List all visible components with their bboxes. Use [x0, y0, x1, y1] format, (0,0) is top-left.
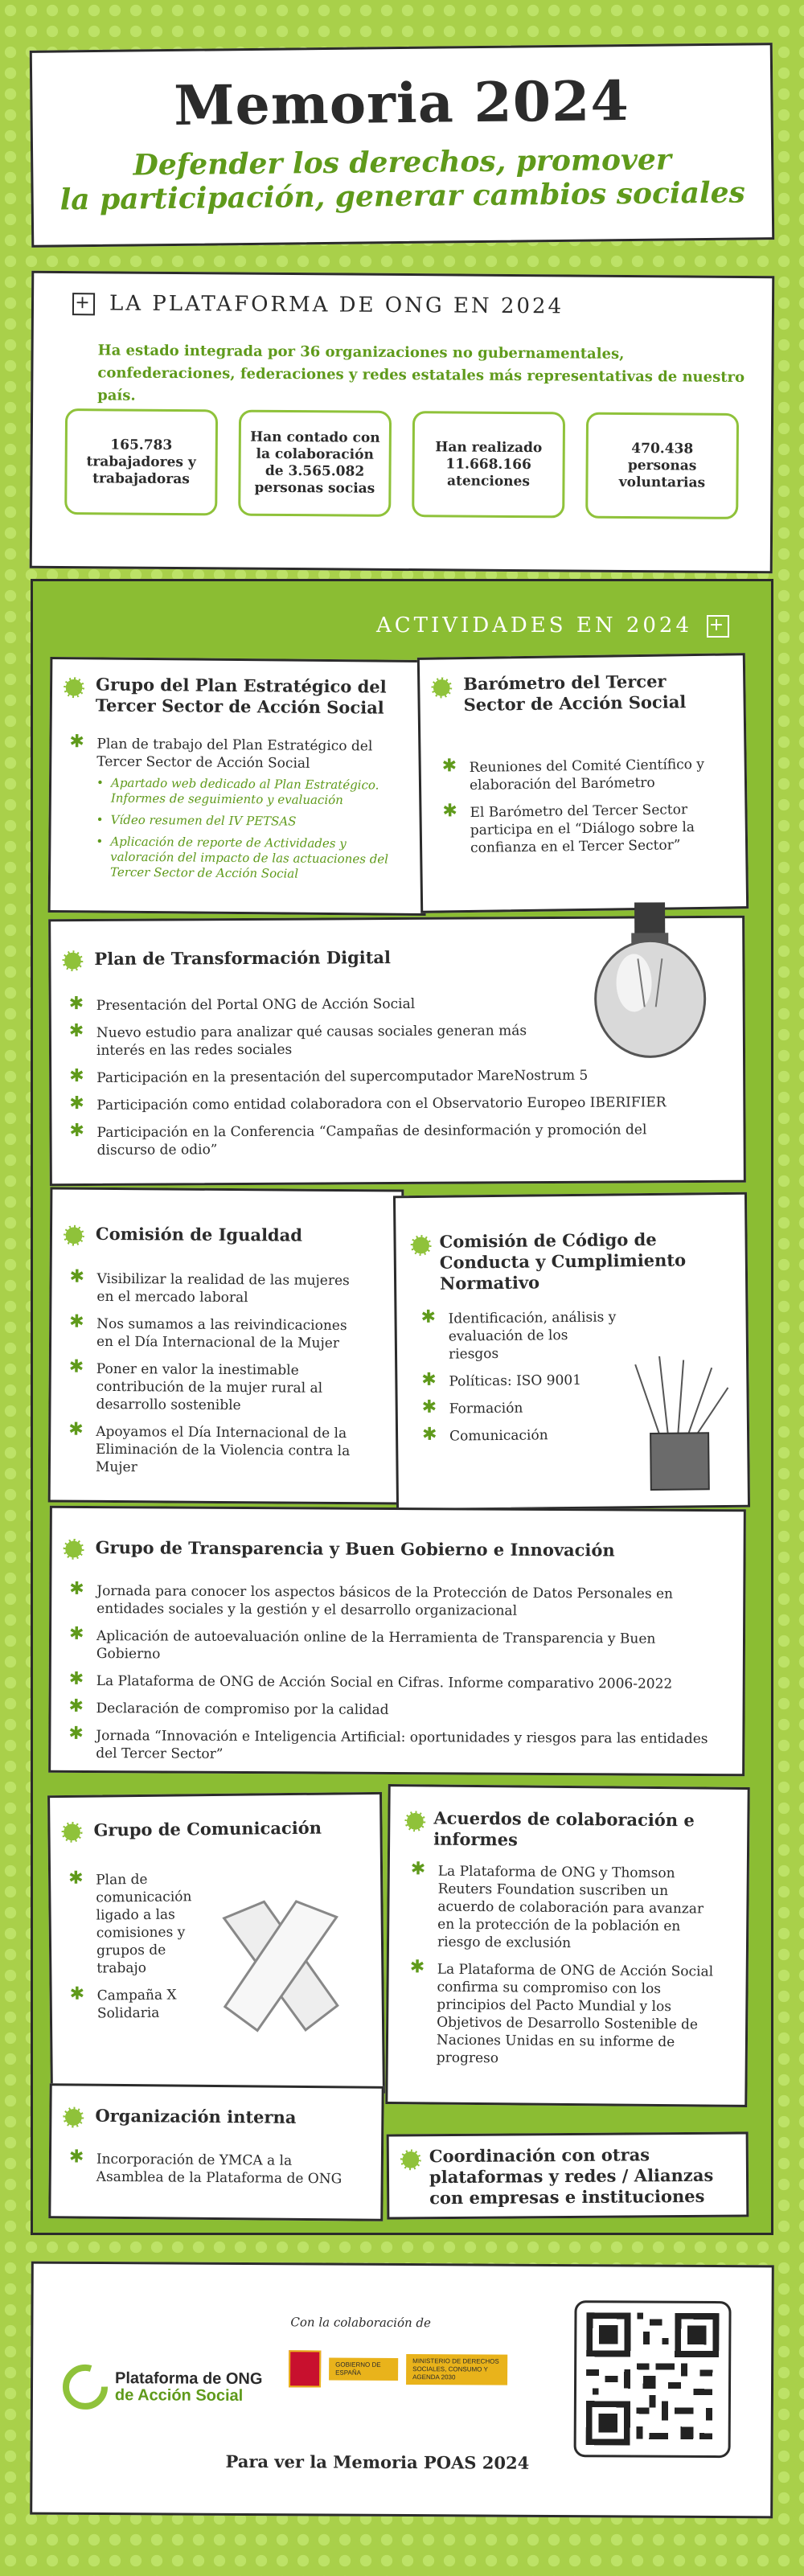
gloves-icon — [207, 1885, 354, 2047]
plus-icon: + — [707, 615, 729, 638]
card-list — [420, 1308, 623, 1455]
list-item: ✱ Aplicación de autoevaluación online de la Herramienta de Transparencia y Buen Gobierno — [68, 1623, 656, 1663]
card-title: Grupo de Comunicación — [93, 1817, 322, 1840]
list-item: ✱ Participación en la presentación del supercomputador MareNostrum 5 — [69, 1066, 589, 1087]
list-item: ✱ Identificación, análisis y evaluación de los riesgos — [420, 1306, 617, 1363]
logo-line-2: de Acción Social — [114, 2386, 244, 2405]
burst-icon — [64, 677, 84, 698]
colab-label: Con la colaboración de — [290, 2315, 431, 2331]
plataforma-heading — [72, 291, 564, 318]
card-title: Coordinación con otras plataformas y redes / Alianzas con empresas e instituciones — [429, 2144, 714, 2209]
cta-text: Para ver la Memoria POAS 2024 — [225, 2451, 530, 2473]
gov-label: GOBIERNO DE ESPAÑA — [329, 2358, 398, 2381]
logo-icon — [62, 2364, 109, 2410]
stat-trabajadores: 165.783 trabajadores y trabajadoras — [64, 408, 218, 515]
card-list — [409, 1859, 724, 2078]
list-item: ✱ Nos sumamos a las reivindicaciones en el Día Internacional de la Mujer — [69, 1311, 347, 1352]
card-title: Grupo del Plan Estratégico del Tercer Sector de Acción Social — [95, 674, 387, 718]
burst-icon — [61, 1822, 82, 1843]
card-barometro — [417, 653, 749, 913]
burst-icon — [404, 1811, 425, 1832]
card-plan-estrategico — [48, 657, 429, 916]
plus-icon: + — [72, 293, 95, 315]
card-codigo-conducta — [393, 1192, 750, 1512]
list-item: ✱ Jornada “Innovación e Inteligencia Artificial: oportunidades y riesgos para las entidades del Tercer Sector” — [68, 1723, 708, 1762]
card-coordinacion — [387, 2131, 749, 2219]
lightbulb-icon — [581, 902, 719, 1064]
list-item: ✱ Comunicación — [421, 1424, 548, 1445]
qr-code[interactable] — [574, 2300, 732, 2458]
card-title: Grupo de Transparencia y Buen Gobierno e Innovación — [95, 1537, 615, 1561]
list-item: ✱ La Plataforma de ONG de Acción Social confirma su compromiso con los principios del Pacto Mundial y los Objetivos de Desarrollo Sostenible de Naciones Unidas en su informe de progreso — [409, 1957, 714, 2067]
list-item: ✱ Apoyamos el Día Internacional de la Eliminación de la Violencia contra la Mujer — [68, 1419, 351, 1476]
plataforma-section — [30, 271, 775, 573]
card-title: Comisión de Código de Conducta y Cumplimiento Normativo — [439, 1229, 687, 1294]
sub-item: • Aplicación de reporte de Actividades y valoración del impacto de las actuaciones del Tercer Sector de Acción Social — [96, 834, 389, 881]
page-title: Memoria 2024 — [173, 69, 630, 138]
list-item: ✱ Campaña X Solidaria — [69, 1983, 177, 2022]
card-list — [68, 2147, 359, 2197]
qr-code-icon — [586, 2312, 720, 2446]
card-igualdad — [48, 1187, 404, 1504]
list-item: ✱ Poner en valor la inestimable contribución de la mujer rural al desarrollo sostenible — [68, 1356, 323, 1414]
list-item: ✱ Jornada para conocer los aspectos básicos de la Protección de Datos Personales en entidades sociales y la gestión y el desarrollo organizacional — [69, 1578, 674, 1619]
sub-list — [96, 775, 407, 882]
burst-icon — [410, 1235, 431, 1256]
list-item: ✱ La Plataforma de ONG de Acción Social en Cifras. Informe comparativo 2006-2022 — [68, 1668, 673, 1692]
burst-icon — [62, 950, 83, 971]
card-list — [442, 756, 717, 868]
page-subtitle — [33, 142, 772, 217]
card-list — [68, 1870, 207, 2032]
stat-voluntarias: 470.438 personas voluntarias — [585, 412, 739, 519]
stat-personas-socias: Han contado con la colaboración de 3.565.082 personas socias — [238, 410, 392, 517]
ministry-label: MINISTERIO DE DERECHOS SOCIALES, CONSUMO Y AGENDA 2030 — [406, 2354, 507, 2385]
card-title: Organización interna — [95, 2105, 297, 2127]
card-title: Barómetro del Tercer Sector de Acción Social — [463, 671, 687, 716]
list-item: ✱ Participación en la Conferencia “Campañas de desinformación y promoción del discurso de odio” — [69, 1121, 647, 1159]
footer — [30, 2262, 774, 2519]
plataforma-heading-text: LA PLATAFORMA DE ONG EN 2024 — [109, 291, 564, 319]
list-item: ✱ Incorporación de YMCA a la Asamblea de la Plataforma de ONG — [68, 2147, 343, 2188]
list-item: ✱ Políticas: ISO 9001 — [421, 1369, 582, 1390]
list-item: ✱ Declaración de compromiso por la calidad — [68, 1696, 389, 1718]
list-item: ✱ Reuniones del Comité Científico y elaboración del Barómetro — [441, 756, 705, 794]
actividades-heading — [376, 613, 729, 638]
card-list — [68, 1266, 359, 1488]
list-item: ✱ Participación como entidad colaboradora con el Observatorio Europeo IBERIFIER — [69, 1093, 667, 1114]
card-comunicacion — [47, 1792, 385, 2097]
list-item: ✱ Formación — [421, 1397, 523, 1417]
card-title: Acuerdos de colaboración e informes — [433, 1807, 695, 1850]
list-item: ✱ Visibilizar la realidad de las mujeres en el mercado laboral — [69, 1266, 350, 1306]
actividades-section — [31, 579, 773, 2235]
card-list — [68, 1578, 720, 1775]
card-title: Comisión de Igualdad — [95, 1223, 303, 1245]
subtitle-line-1: Defender los derechos, promover — [133, 142, 672, 183]
logo-line-1: Plataforma de ONG — [115, 2369, 263, 2389]
list-item: ✱ La Plataforma de ONG y Thomson Reuters Foundation suscriben un acuerdo de colaboración para avanzar en la protección de la población en riesgo de exclusión — [410, 1859, 704, 1952]
card-acuerdos — [385, 1784, 749, 2107]
burst-icon — [64, 1225, 84, 1246]
actividades-heading-text: ACTIVIDADES EN 2024 — [375, 613, 692, 638]
coat-of-arms-icon — [289, 2350, 321, 2387]
card-organizacion-interna — [48, 2083, 384, 2221]
header-banner — [30, 43, 775, 248]
burst-icon — [63, 2106, 84, 2127]
sub-item: • Vídeo resumen del IV PETSAS — [96, 812, 297, 829]
stat-atenciones: Han realizado 11.668.166 atenciones — [412, 411, 565, 518]
ministry-logo — [289, 2350, 507, 2388]
plataforma-logo — [62, 2364, 263, 2411]
list-item: ✱ Presentación del Portal ONG de Acción Social — [68, 994, 416, 1015]
burst-icon — [64, 1539, 84, 1560]
card-transformacion-digital — [48, 916, 746, 1187]
list-item: ✱ Plan de comunicación ligado a las comisiones y grupos de trabajo — [68, 1868, 192, 1977]
pencils-icon — [627, 1356, 733, 1493]
list-item: ✱ Nuevo estudio para analizar qué causas sociales generan más interés en las redes sociales — [68, 1021, 527, 1059]
burst-icon — [431, 677, 452, 698]
plataforma-intro: Ha estado integrada por 36 organizaciones no gubernamentales, confederaciones, federaciones y redes estatales más representativas de nuestro país. — [97, 342, 745, 404]
card-title: Plan de Transformación Digital — [94, 947, 392, 969]
list-item: ✱ El Barómetro del Tercer Sector participa en el “Diálogo sobre la confianza en el Tercer Sector” — [442, 801, 695, 856]
list-item: ✱ Plan de trabajo del Plan Estratégico del Tercer Sector de Acción Social • Apartado web dedicado al Plan Estratégico. Informes de seguimiento y evaluación • Vídeo resumen del IV PETSAS • Aplicación de reporte de Actividades y valoración del impacto de las actuaciones del Tercer Sector de Acción Social — [68, 735, 408, 883]
card-transparencia — [48, 1506, 746, 1777]
sub-item: • Apartado web dedicado al Plan Estratégico. Informes de seguimiento y evaluación — [96, 775, 379, 808]
card-list — [68, 732, 408, 892]
burst-icon — [400, 2149, 421, 2170]
subtitle-line-2: la participación, generar cambios sociales — [59, 175, 745, 217]
